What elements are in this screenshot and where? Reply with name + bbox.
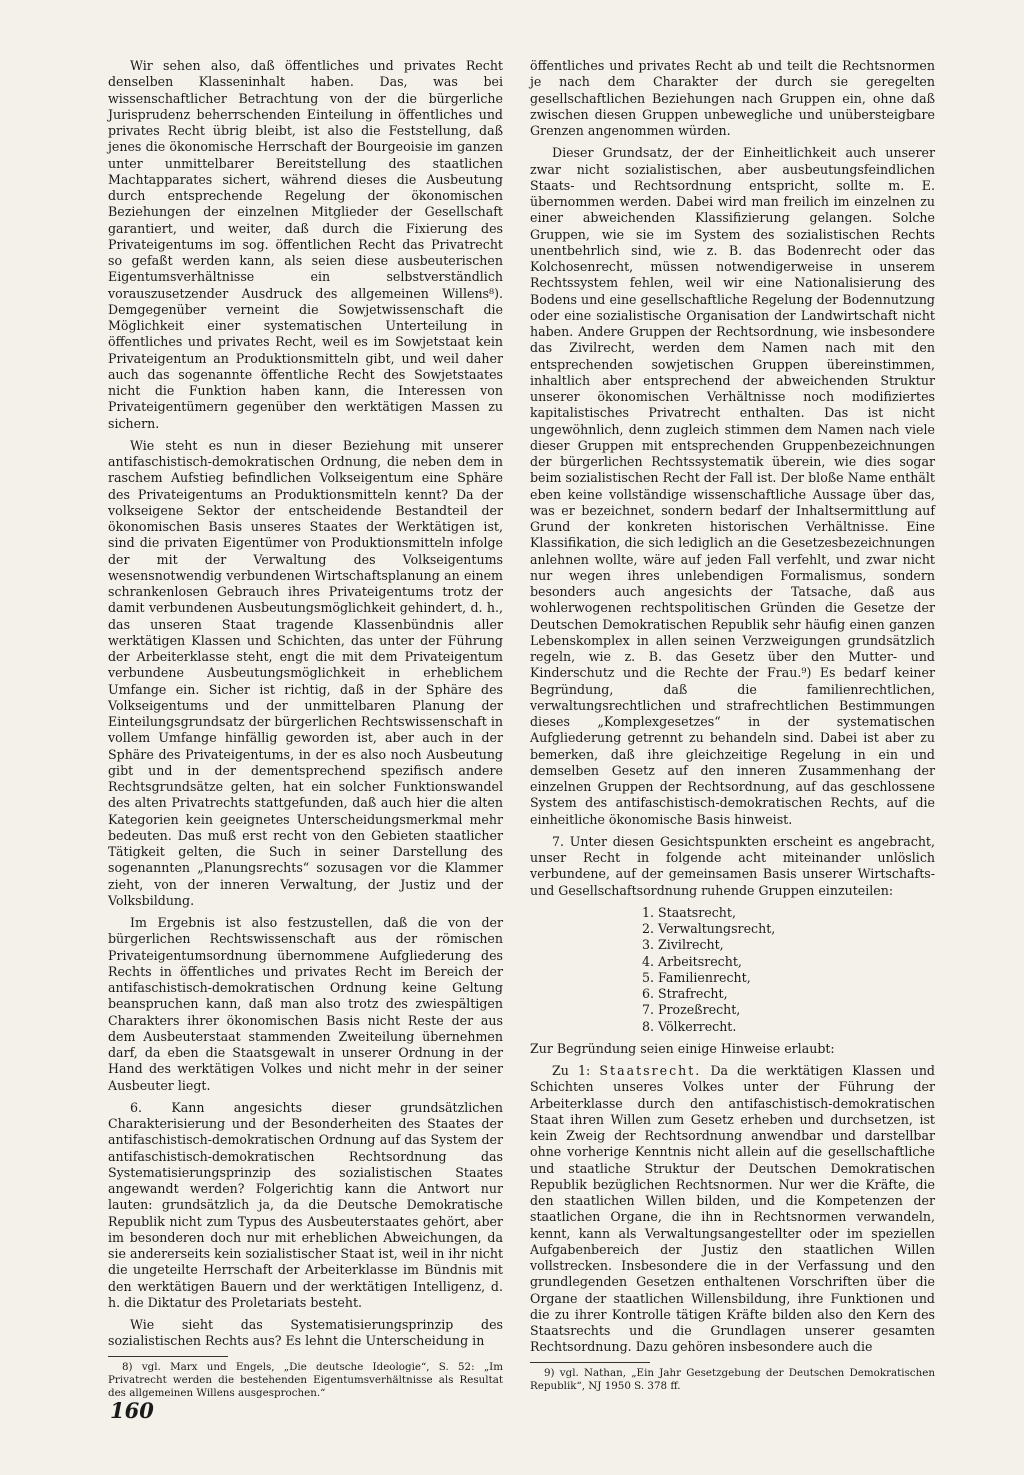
list-item: 3. Zivilrecht, — [642, 937, 724, 953]
footnote-divider — [108, 1356, 228, 1357]
paragraph: Dieser Grundsatz, der der Einheitlichkeit auch unserer zwar nicht sozialistischen, aber ausbeutungsfeindlichen Staats- und Rechtsordnung entspricht, sollte m. E. übernommen werden. Dabei wird man freilich im einzelnen zu einer abweichenden Klassifizierung gelangen. Solche Gruppen, wie sie im System des sozialistischen Rechts unentbehrlich sind, wie z. B. das Bodenrecht oder das Kolchosenrecht, müssen notwendigerweise in unserem Rechtssystem fehlen, weil wir eine Nationalisierung des Bodens und eine gesellschaftliche Regelung der Bodennutzung oder eine sozialistische Organisation der Landwirtschaft nicht haben. Andere Gruppen der Rechtsordnung, wie insbesondere das Zivilrecht, werden dem Namen nach mit den entsprechenden sowjetischen Gruppen übereinstimmen, inhaltlich aber entsprechend der abweichenden Struktur unserer ökonomischen Verhältnisse noch modifiziertes kapitalistisches Privatrecht enthalten. Das ist nicht ungewöhnlich, denn zugleich stimmen dem Namen nach viele dieser Gruppen mit entsprechenden Gruppenbezeichnungen der bürgerlichen Rechtssystematik überein, wie dies sogar beim sozialistischen Recht der Fall ist. Der bloße Name enthält eben keine vollständige wissenschaftliche Aussage über das, was er bezeichnet, sondern bedarf der Inhaltsermittlung auf Grund der konkreten historischen Verhältnisse. Eine Klassifikation, die sich lediglich an die Gesetzesbezeichnungen anlehnen wollte, wäre auf jeden Fall verfehlt, und zwar nicht nur wegen ihres unlebendigen Formalismus, sondern besonders auch angesichts der Tatsache, daß aus wohlerwogenen rechtspolitischen Gründen die Gesetze der Deutschen Demokratischen Republik sehr häufig einen ganzen Lebenskomplex in allen seinen Verzweigungen grundsätzlich regeln, wie z. B. das Gesetz über den Mutter- und Kinderschutz und die Rechte der Frau.⁹) Es bedarf keiner Begründung, daß die familienrechtlichen, verwaltungsrechtlichen und strafrechtlichen Bestimmungen dieses „Komplexgesetzes“ in der systematischen Aufgliederung getrennt zu behandeln sind. Dabei ist aber zu bemerken, daß ihre gleichzeitige Regelung in ein und demselben Gesetz auf den inneren Zusammenhang der einzelnen Gruppen der Rechtsordnung, auf das geschlossene System des antifaschistisch-demokratischen Rechts, auf die einheitliche ökonomische Basis hinweist. — [530, 145, 935, 827]
footnote-9: 9) vgl. Nathan, „Ein Jahr Gesetzgebung der Deutschen Demokratischen Republik“, NJ 1950 S. 378 ff. — [530, 1366, 935, 1392]
paragraph: 7. Unter diesen Gesichtspunkten erscheint es angebracht, unser Recht in folgende acht miteinander unlöslich verbundene, auf der gemeinsamen Basis unserer Wirtschafts- und Gesellschaftsordnung ruhende Gruppen einzuteilen: — [530, 833, 935, 898]
list-item: 7. Prozeßrecht, — [642, 1002, 741, 1018]
footnote-8: 8) vgl. Marx und Engels, „Die deutsche Ideologie“, S. 52: „Im Privatrecht werden die bestehenden Eigentumsverhältnisse als Resultat des allgemeinen Willens ausgesprochen.“ — [108, 1360, 503, 1399]
paragraph: 6. Kann angesichts dieser grundsätzlichen Charakterisierung und der Besonderheiten des Staates der antifaschistisch-demokratischen Ordnung auf das System der antifaschistisch-demokratischen Rechtsordnung das Systematisierungsprinzip des sozialistischen Staates angewandt werden? Folgerichtig kann die Antwort nur lauten: grundsätzlich ja, da die Deutsche Demokratische Republik nicht zum Typus des Ausbeuterstaates gehört, aber im besonderen doch nur mit erheblichen Abweichungen, da sie andererseits kein sozialistischer Staat ist, weil in ihr nicht die ungeteilte Herrschaft der Arbeiterklasse im Bündnis mit den werktätigen Bauern und der werktätigen Intelligenz, d. h. die Diktatur des Proletariats besteht. — [108, 1099, 503, 1310]
list-item: 8. Völkerrecht. — [642, 1018, 737, 1034]
item-text: Da die werktätigen Klassen und Schichten unseres Volkes unter der Führung der Arbeiterklasse durch den antifaschistisch-demokratischen Staat ihren Willen zum Gesetz erheben und durchsetzen, ist kein Zweig der Rechtsordnung anwendbar und darstellbar ohne vorherige Kenntnis nicht allein auf die gesellschaftliche und staatliche Struktur der Deutschen Demokratischen Republik bezüglichen Rechtsnormen. Nur wer die Kräfte, die den staatlichen Willen bilden, und die Kompetenzen der staatlichen Organe, die ihn in Rechtsnormen verwandeln, kennt, kann als Verwaltungsangestellter oder im speziellen Aufgabenbereich der Justiz den staatlichen Willen vollstrecken. Insbesondere die in der Verfassung und den grundlegenden Gesetzen enthaltenen Vorschriften über die Organe der staatlichen Willensbildung, ihre Funktionen und die zu ihrer Kontrolle tätigen Kräfte bilden also den Kern des Staatsrechts und die Grundlagen unserer gesamten Rechtsordnung. Dazu gehören insbesondere auch die — [530, 1063, 935, 1355]
legal-groups-list — [642, 905, 935, 1035]
list-item: 1. Staatsrecht, — [642, 904, 736, 920]
list-item: 4. Arbeitsrecht, — [642, 953, 742, 969]
paragraph: Wie steht es nun in dieser Beziehung mit unserer antifaschistisch-demokratischen Ordnung, die neben dem in raschem Aufstieg befindlichen Volkseigentum eine Sphäre des Privateigentums an Produktionsmitteln kennt? Da der volkseigene Sektor der entscheidende Bestandteil der ökonomischen Basis unseres Staates der Werktätigen ist, sind die privaten Eigentümer von Produktionsmitteln infolge der mit der Verwaltung des Volkseigentums wesensnotwendig verbundenen Wirtschaftsplanung an einem schrankenlosen Gebrauch ihres Privateigentums trotz der damit verbundenen Ausbeutungsmöglichkeit gehindert, d. h., das unseren Staat tragende Klassenbündnis aller werktätigen Klassen und Schichten, das unter der Führung der Arbeiterklasse steht, engt die mit dem Privateigentum verbundene Ausbeutungsmöglichkeit in erheblichem Umfange ein. Sicher ist richtig, daß in der Sphäre des Volkseigentums und der unmittelbaren Planung der Einteilungsgrundsatz der bürgerlichen Rechtswissenschaft in vollem Umfange hinfällig geworden ist, aber auch in der Sphäre des Privateigentums, in der es also noch Ausbeutung gibt und in der dementsprechend spezifisch andere Rechtsgrundsätze gelten, hat ein solcher Funktionswandel des alten Privatrechts stattgefunden, daß auch hier die alten Kategorien kein geeignetes Unterscheidungsmerkmal mehr bedeuten. Das muß erst recht von den Gebieten staatlicher Tätigkeit gelten, die Such in seiner Darstellung des sogenannten „Planungsrechts“ sozusagen vor die Klammer zieht, von der inneren Verwaltung, der Justiz und der Volksbildung. — [108, 437, 503, 908]
item-heading: Staatsrecht. — [599, 1063, 702, 1078]
paragraph: Wir sehen also, daß öffentliches und privates Recht denselben Klasseninhalt haben. Das, was bei wissenschaftlicher Betrachtung von der die bürgerliche Jurisprudenz beherrschenden Einteilung in öffentliches und privates Recht übrig bleibt, ist also die Feststellung, daß jenes die ökonomische Herrschaft der Bourgeoisie im ganzen unter unmittelbarer Bereitstellung des staatlichen Machtapparates sichert, während dieses die Ausbeutung durch entsprechende Regelung der ökonomischen Beziehungen der einzelnen Mitglieder der Gesellschaft garantiert, und weiter, daß durch die Fixierung des Privateigentums im sog. öffentlichen Recht das Privatrecht so gefaßt werden kann, als seien diese ausbeuterischen Eigentumsverhältnisse ein selbstverständlich vorauszusetzender Ausdruck des allgemeinen Willens⁸). Demgegenüber verneint die Sowjetwissenschaft die Möglichkeit einer systematischen Unterteilung in öffentliches und privates Recht, weil es im Sowjetstaat kein Privateigentum an Produktionsmitteln gibt, und weil daher auch das sogenannte öffentliche Recht des Sowjetstaates nicht die Funktion haben kann, die Interessen von Privateigentümern gegenüber den werktätigen Massen zu sichern. — [108, 58, 503, 431]
list-item: 2. Verwaltungsrecht, — [642, 921, 776, 936]
right-column — [530, 58, 935, 1393]
item-lead: Zu 1: — [552, 1063, 600, 1078]
paragraph: Zur Begründung seien einige Hinweise erlaubt: — [530, 1040, 835, 1056]
left-column — [108, 58, 503, 1400]
list-item: 6. Strafrecht, — [642, 986, 728, 1001]
list-item: 5. Familienrecht, — [642, 969, 751, 985]
paragraph: öffentliches und privates Recht ab und teilt die Rechtsnormen je nach dem Charakter der durch sie geregelten gesellschaftlichen Beziehungen nach Gruppen ein, ohne daß zwischen diesen Gruppen unbewegliche und unübersteigbare Grenzen angenommen würden. — [530, 58, 935, 138]
paragraph-staatsrecht — [530, 1063, 935, 1356]
paragraph: Im Ergebnis ist also festzustellen, daß die von der bürgerlichen Rechtswissenschaft aus der römischen Privateigentumsordnung übernommene Aufgliederung des Rechts in öffentliches und privates Recht im Bereich der antifaschistisch-demokratischen Ordnung keine Geltung beanspruchen kann, daß man also trotz des zwiespältigen Charakters ihrer ökonomischen Basis nicht Reste der aus dem Ausbeuterstaat stammenden Zweiteilung übernehmen darf, da eben die Staatsgewalt in unserer Ordnung in der Hand des werktätigen Volkes und nicht mehr in der seiner Ausbeuter liegt. — [108, 915, 503, 1093]
paragraph: Wie sieht das Systematisierungsprinzip des sozialistischen Rechts aus? Es lehnt die Unterscheidung in — [108, 1317, 503, 1349]
footnote-divider — [530, 1362, 650, 1363]
page-number: 160 — [110, 1398, 154, 1423]
